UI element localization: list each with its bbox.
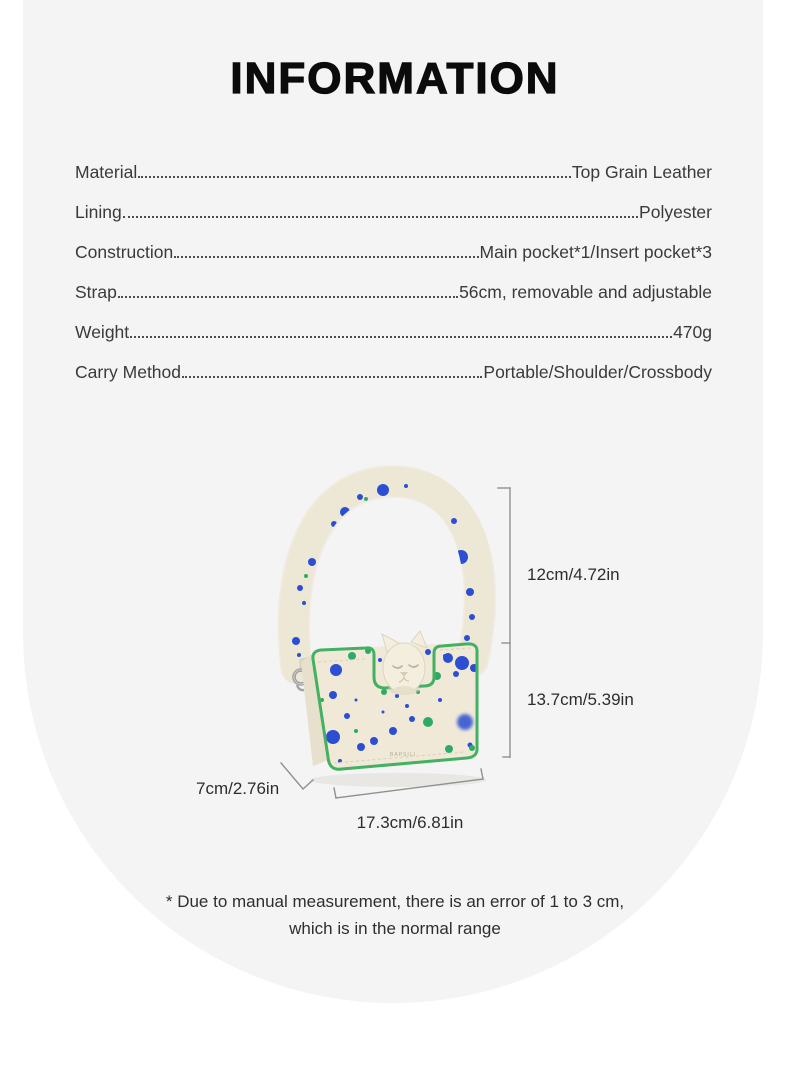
dotted-leader <box>138 176 571 178</box>
page-title: INFORMATION <box>230 54 560 103</box>
spec-list <box>75 151 712 391</box>
spec-label: Strap <box>75 282 117 302</box>
spec-label: Lining <box>75 202 122 222</box>
spec-row-material <box>75 151 712 191</box>
disclaimer-line-2: which is in the normal range <box>289 919 501 938</box>
spec-row-lining <box>75 191 712 231</box>
dotted-leader <box>182 376 482 378</box>
spec-value: Main pocket*1/Insert pocket*3 <box>479 242 712 262</box>
dimension-label-body-height: 13.7cm/5.39in <box>527 690 634 709</box>
spec-value: 56cm, removable and adjustable <box>459 282 712 302</box>
spec-value: Polyester <box>639 202 712 222</box>
spec-label: Carry Method <box>75 362 182 382</box>
spec-value: Portable/Shoulder/Crossbody <box>483 362 712 382</box>
dotted-leader <box>123 216 638 218</box>
spec-label: Construction <box>75 242 174 262</box>
dimension-label-width: 17.3cm/6.81in <box>356 813 464 832</box>
dimension-label-handle-height: 12cm/4.72in <box>527 565 620 584</box>
brand-mark: BAPSILI <box>390 752 416 758</box>
spec-label: Weight <box>75 322 130 342</box>
spec-value: 470g <box>673 322 712 342</box>
disclaimer-line-1: * Due to manual measurement, there is an error of 1 to 3 cm, <box>165 892 625 911</box>
dotted-leader <box>174 256 478 258</box>
measurement-disclaimer <box>0 888 790 942</box>
spec-value: Top Grain Leather <box>571 162 712 182</box>
spec-row-strap <box>75 271 712 311</box>
bag-shadow <box>310 773 486 787</box>
dimension-label-depth: 7cm/2.76in <box>196 779 280 798</box>
spec-label: Material <box>75 162 138 182</box>
spec-row-weight <box>75 311 712 351</box>
dotted-leader <box>130 336 672 338</box>
spec-row-carry-method <box>75 351 712 391</box>
dotted-leader <box>118 296 458 298</box>
spec-row-construction <box>75 231 712 271</box>
